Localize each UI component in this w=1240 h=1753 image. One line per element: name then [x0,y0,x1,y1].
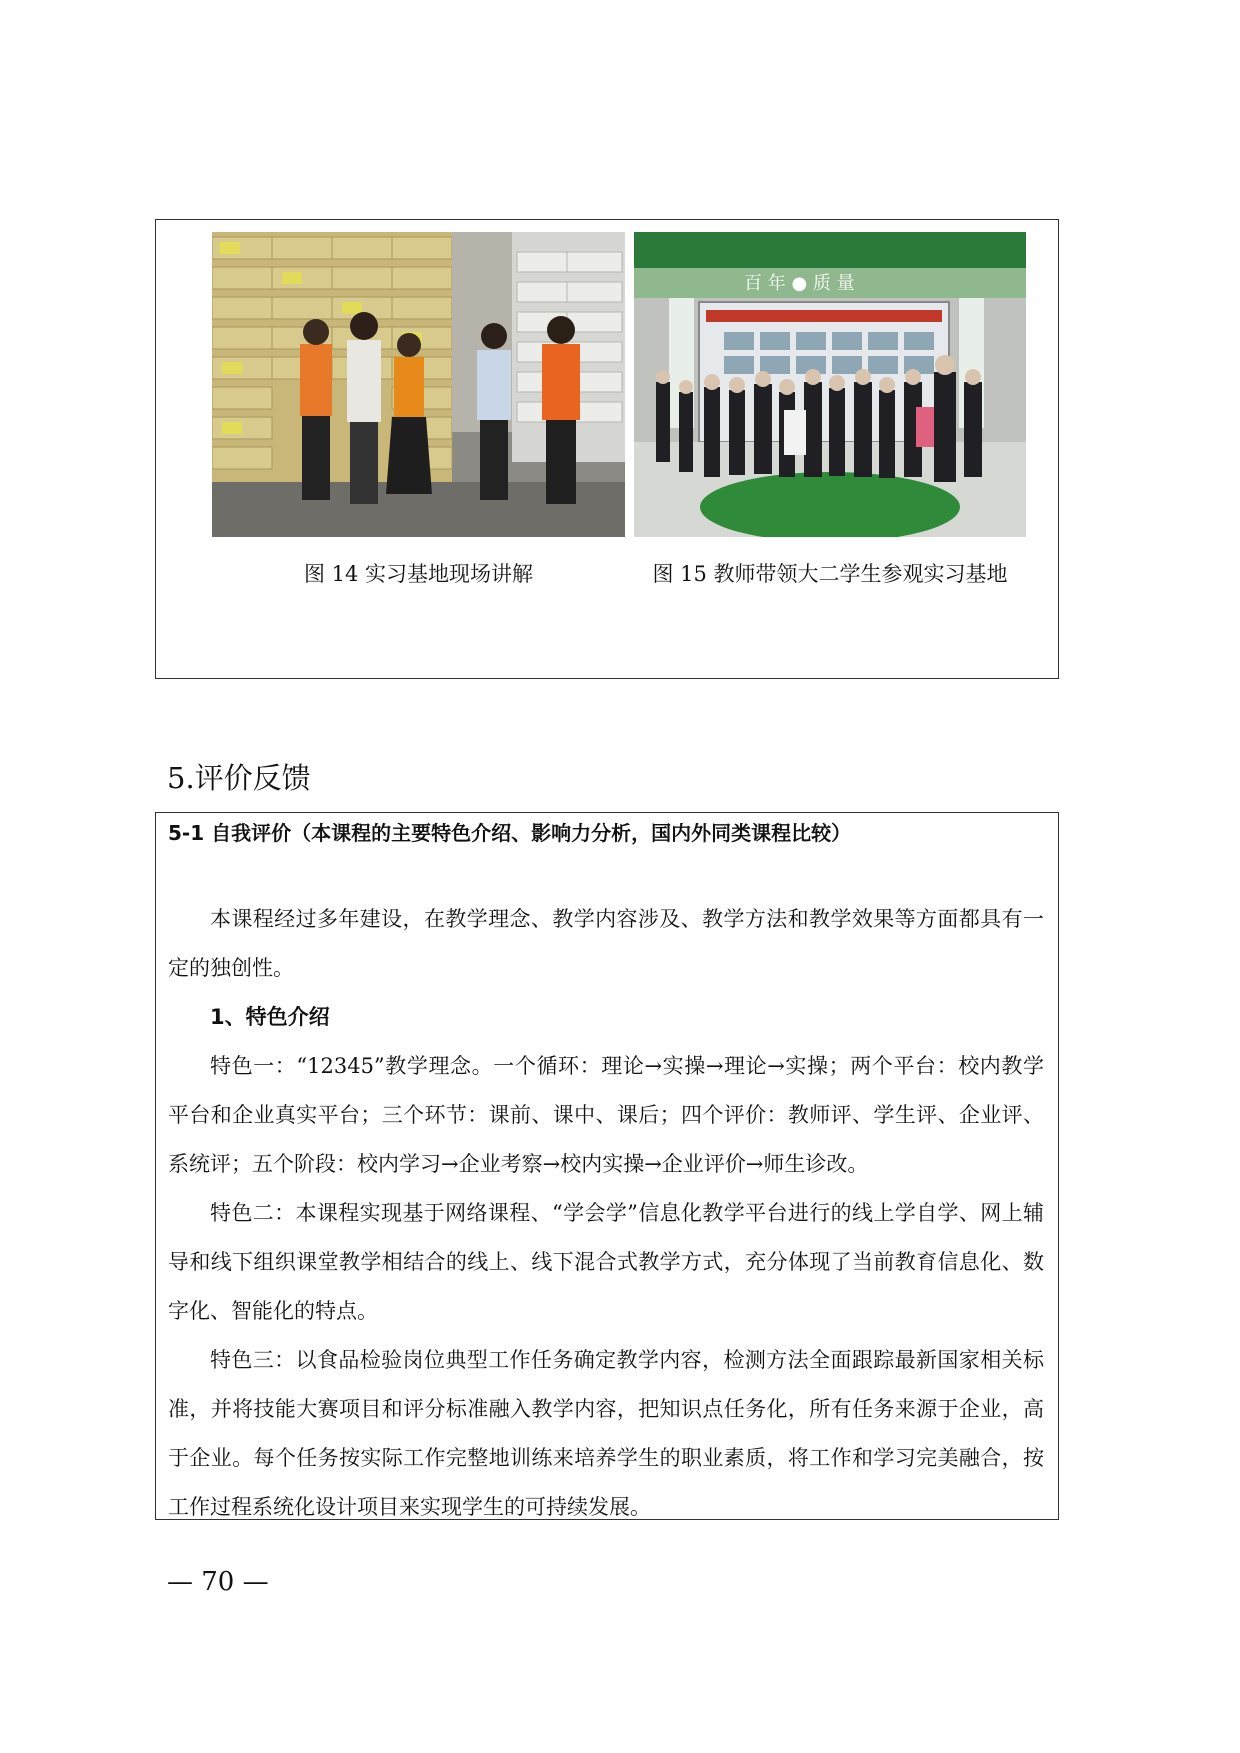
exhibition-photo [634,232,1026,537]
figure-table [155,219,1059,679]
warehouse-photo-image [212,232,625,537]
figure-14-caption: 图 14 实习基地现场讲解 [303,562,534,586]
feature-one-paragraph: 特色一：“12345”教学理念。一个循环：理论→实操→理论→实操；两个平台：校内教学平台和企业真实平台；三个环节：课前、课中、课后；四个评价：教师评、学生评、企业评、系统评；五个阶段：校内学习→企业考察→校内实操→企业评价→师生诊改。 [168,1054,1044,1176]
exhibition-photo-image [634,232,1026,537]
intro-paragraph: 本课程经过多年建设，在教学理念、教学内容涉及、教学方法和教学效果等方面都具有一定的独创性。 [168,907,1044,980]
page-number: — 70 — [167,1567,269,1597]
feature-three-paragraph: 特色三：以食品检验岗位典型工作任务确定教学内容，检测方法全面跟踪最新国家相关标准，并将技能大赛项目和评分标准融入教学内容，把知识点任务化，所有任务来源于企业，高于企业。每个任务按实际工作完整地训练来培养学生的职业素质，将工作和学习完美融合，按工作过程系统化设计项目来实现学生的可持续发展。 [168,1348,1044,1519]
figure-15-caption: 图 15 教师带领大二学生参观实习基地 [652,562,1008,586]
self-evaluation-table [155,812,1059,1520]
feature-two-paragraph: 特色二：本课程实现基于网络课程、“学会学”信息化教学平台进行的线上学自学、网上辅导和线下组织课堂教学相结合的线上、线下混合式教学方式，充分体现了当前教育信息化、数字化、智能化的特点。 [168,1201,1044,1323]
feature-subheading: 1、特色介绍 [210,1005,330,1029]
section-heading: 5.评价反馈 [167,761,311,795]
warehouse-photo [212,232,625,537]
self-evaluation-body [168,895,1044,1532]
self-evaluation-title: 5-1 自我评价（本课程的主要特色介绍、影响力分析，国内外同类课程比较） [168,821,852,845]
banner-text: 百 年 ● 质 量 [744,273,855,294]
